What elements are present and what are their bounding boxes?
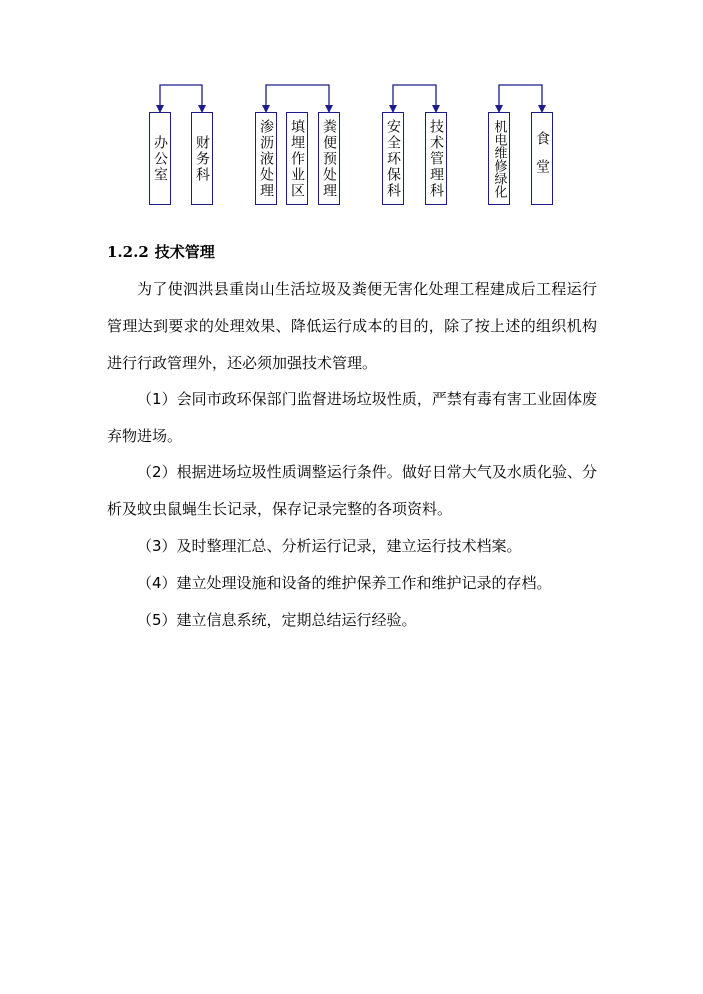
org-box-tech: [425, 112, 447, 205]
org-box-label: 办公室: [152, 134, 168, 183]
org-chart-connectors: [0, 0, 703, 230]
section-heading: [107, 241, 215, 262]
org-box-label: 食堂: [534, 130, 550, 187]
section-number: 1.2.2: [107, 243, 149, 261]
org-box-label: 填埋作业区: [289, 118, 305, 199]
connector-group-3: [393, 85, 436, 112]
org-box-label: 渗沥液处理: [258, 118, 274, 199]
connector-group-1: [160, 85, 202, 112]
org-box-label: 技术管理科: [428, 118, 444, 199]
item-paragraph-5: （5）建立信息系统，定期总结运行经验。: [137, 611, 417, 629]
org-box-finance: [191, 112, 213, 205]
org-box-feces: [318, 112, 340, 205]
org-box-office: [149, 112, 171, 205]
section-title: 技术管理: [154, 243, 215, 261]
item-paragraph-1: （1）会同市政环保部门监督进场垃圾性质，严禁有毒有害工业固体废弃物进场。: [107, 390, 597, 445]
org-box-label: 机电维修绿化: [491, 119, 507, 198]
item-paragraph-2: （2）根据进场垃圾性质调整运行条件。做好日常大气及水质化验、分析及蚊虫鼠蝇生长记录，保存记录完整的各项资料。: [107, 463, 597, 518]
connector-group-2: [266, 85, 329, 112]
org-box-landfill: [286, 112, 308, 205]
item-paragraph-4: （4）建立处理设施和设备的维护保养工作和维护记录的存档。: [137, 574, 552, 592]
org-box-label: 财务科: [194, 134, 210, 183]
intro-paragraph: 为了使泗洪县重岗山生活垃圾及粪便无害化处理工程建成后工程运行管理达到要求的处理效果、降低运行成本的目的，除了按上述的组织机构进行行政管理外，还必须加强技术管理。: [107, 280, 597, 372]
org-box-label: 粪便预处理: [321, 118, 337, 199]
org-box-mech: [488, 112, 510, 205]
connector-group-4: [499, 85, 542, 112]
org-box-label: 安全环保科: [385, 118, 401, 199]
item-paragraph-3: （3）及时整理汇总、分析运行记录，建立运行技术档案。: [137, 537, 522, 555]
org-box-canteen: [531, 112, 553, 205]
org-box-leachate: [255, 112, 277, 205]
org-box-safety: [382, 112, 404, 205]
